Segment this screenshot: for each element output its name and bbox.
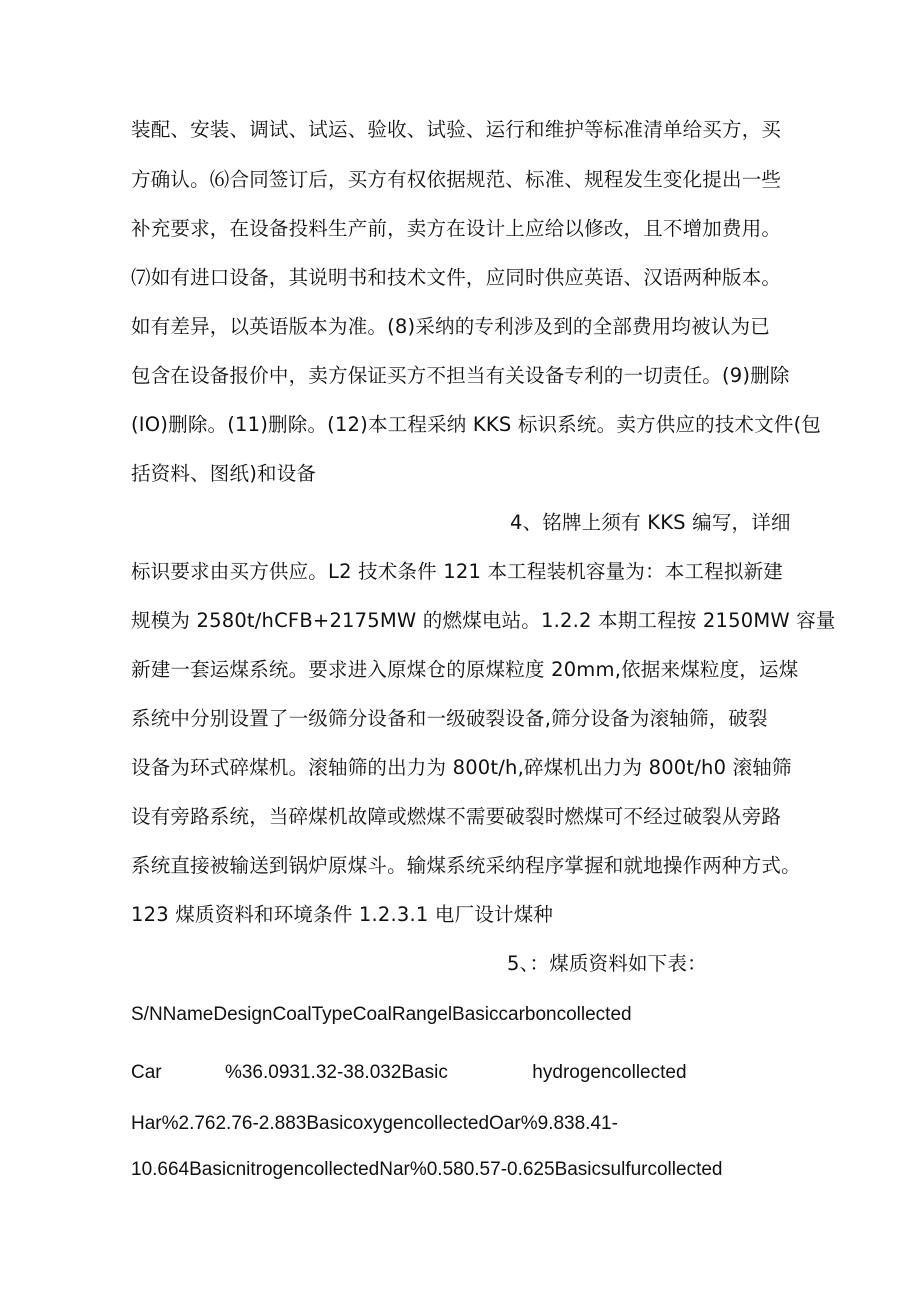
section4-line-4: 系统中分别设置了一级筛分设备和一级破裂设备,筛分设备为滚轴筛，破裂 [131, 707, 768, 730]
paragraph1-line-5: 如有差异，以英语版本为准。(8)采纳的专利涉及到的全部费用均被认为已 [131, 315, 770, 338]
paragraph1-line-3: 补充要求，在设备投料生产前，卖方在设计上应给以修改，且不增加费用。 [131, 217, 782, 240]
paragraph1-line-6: 包含在设备报价中，卖方保证买方不担当有关设备专利的一切责任。(9)删除 [131, 364, 790, 387]
paragraph1-line-8: 括资料、图纸)和设备 [131, 462, 317, 485]
paragraph1-line-2: 方确认。⑹合同签订后，买方有权依据规范、标准、规程发生变化提出一些 [131, 168, 782, 191]
section4-line-3: 新建一套运煤系统。要求进入原煤仓的原煤粒度 20mm,依据来煤粒度，运煤 [131, 658, 799, 681]
paragraph1-line-7: (IO)删除。(11)删除。(12)本工程采纳 KKS 标识系统。卖方供应的技术文件(包 [131, 413, 822, 436]
coal-table-line-3: Har%2.762.76-2.883BasicoxygencollectedOar%9.838.41- [131, 1113, 618, 1134]
section5-heading: 5、：煤质资料如下表： [507, 952, 707, 975]
coal-table-line-4: 10.664BasicnitrogencollectedNar%0.580.57-0.625Basicsulfurcollected [131, 1159, 723, 1180]
section4-line-5: 设备为环式碎煤机。滚轴筛的出力为 800t∕h,碎煤机出力为 800t∕h0 滚轴筛 [131, 756, 792, 779]
section4-heading: 4、铭牌上须有 KKS 编写，详细 [510, 511, 791, 534]
section4-line-2: 规模为 2580t∕hCFB+2175MW 的燃煤电站。1.2.2 本期工程按 2150MW 容量 [131, 609, 836, 632]
paragraph1-line-1: 装配、安装、调试、试运、验收、试验、运行和维护等标准清单给买方，买 [131, 118, 782, 141]
section4-line-7: 系统直接被输送到锅炉原煤斗。输煤系统采纳程序掌握和就地操作两种方式。 [131, 854, 801, 877]
paragraph1-line-4: ⑺如有进口设备，其说明书和技术文件，应同时供应英语、汉语两种版本。 [131, 266, 782, 289]
coal-table-line-2: Car %36.0931.32-38.032Basic hydrogencollected [131, 1062, 687, 1083]
section4-line-8: 123 煤质资料和环境条件 1.2.3.1 电厂设计煤种 [131, 903, 554, 926]
coal-table-line-1: S/NNameDesignCoalTypeCoalRangelBasiccarboncollected [131, 1004, 632, 1025]
section4-line-6: 设有旁路系统，当碎煤机故障或燃煤不需要破裂时燃煤可不经过破裂从旁路 [131, 805, 782, 828]
section4-line-1: 标识要求由买方供应。L2 技术条件 121 本工程装机容量为：本工程拟新建 [131, 560, 783, 583]
